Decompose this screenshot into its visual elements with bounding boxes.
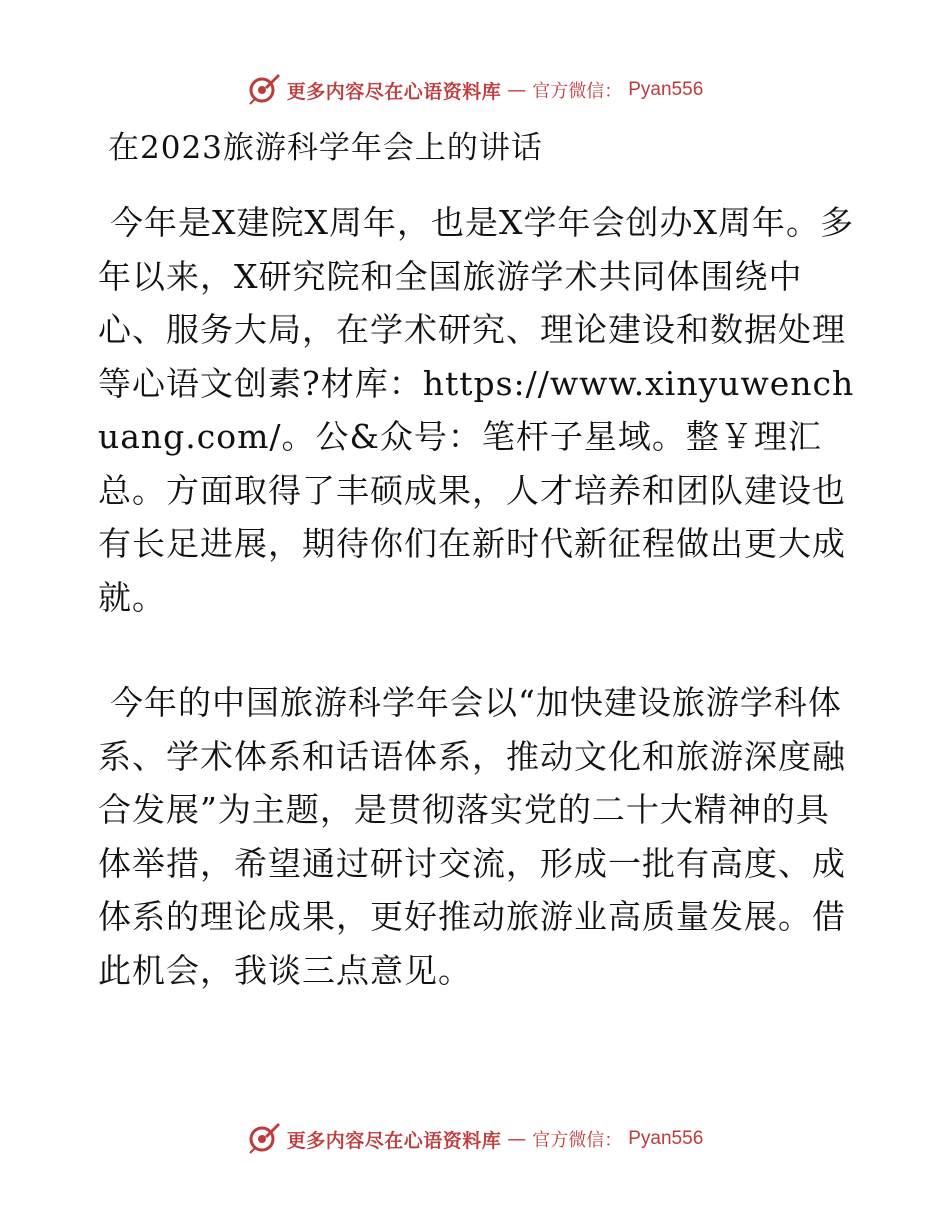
banner-slogan: 更多内容尽在心语资料库	[286, 80, 502, 103]
banner-official-label: 官方微信：	[532, 81, 623, 102]
pen-logo-icon	[247, 1120, 281, 1158]
banner-official-label: 官方微信：	[532, 1130, 623, 1151]
pen-logo-icon	[247, 71, 281, 109]
banner-separator: —	[507, 1128, 527, 1150]
document-title: 在2023旅游科学年会上的讲话	[108, 130, 543, 166]
banner-separator: —	[507, 79, 527, 101]
banner-wechat-id: Pyan556	[628, 79, 704, 100]
paragraph-2: 今年的中国旅游科学年会以“加快建设旅游学科体系、学术体系和话语体系，推动文化和旅游深度融合发展”为主题，是贯彻落实党的二十大精神的具体举措，希望通过研讨交流，形成一批有高度、成体系的理论成果，更好推动旅游业高质量发展。借此机会，我谈三点意见。	[98, 683, 846, 990]
footer-banner	[0, 1119, 950, 1159]
banner-wechat-id: Pyan556	[628, 1128, 704, 1149]
paragraph-1: 今年是X建院X周年，也是X学年会创办X周年。多年以来，X研究院和全国旅游学术共同体围绕中心、服务大局，在学术研究、理论建设和数据处理等心语文创素?材库：https://www.xinyuwenchuang.com/。公&众号：笔杆子星域。整￥理汇总。方面取得了丰硕成果，人才培养和团队建设也有长足进展，期待你们在新时代新征程做出更大成就。	[98, 203, 855, 617]
banner-slogan: 更多内容尽在心语资料库	[286, 1129, 502, 1152]
header-banner	[0, 70, 950, 110]
